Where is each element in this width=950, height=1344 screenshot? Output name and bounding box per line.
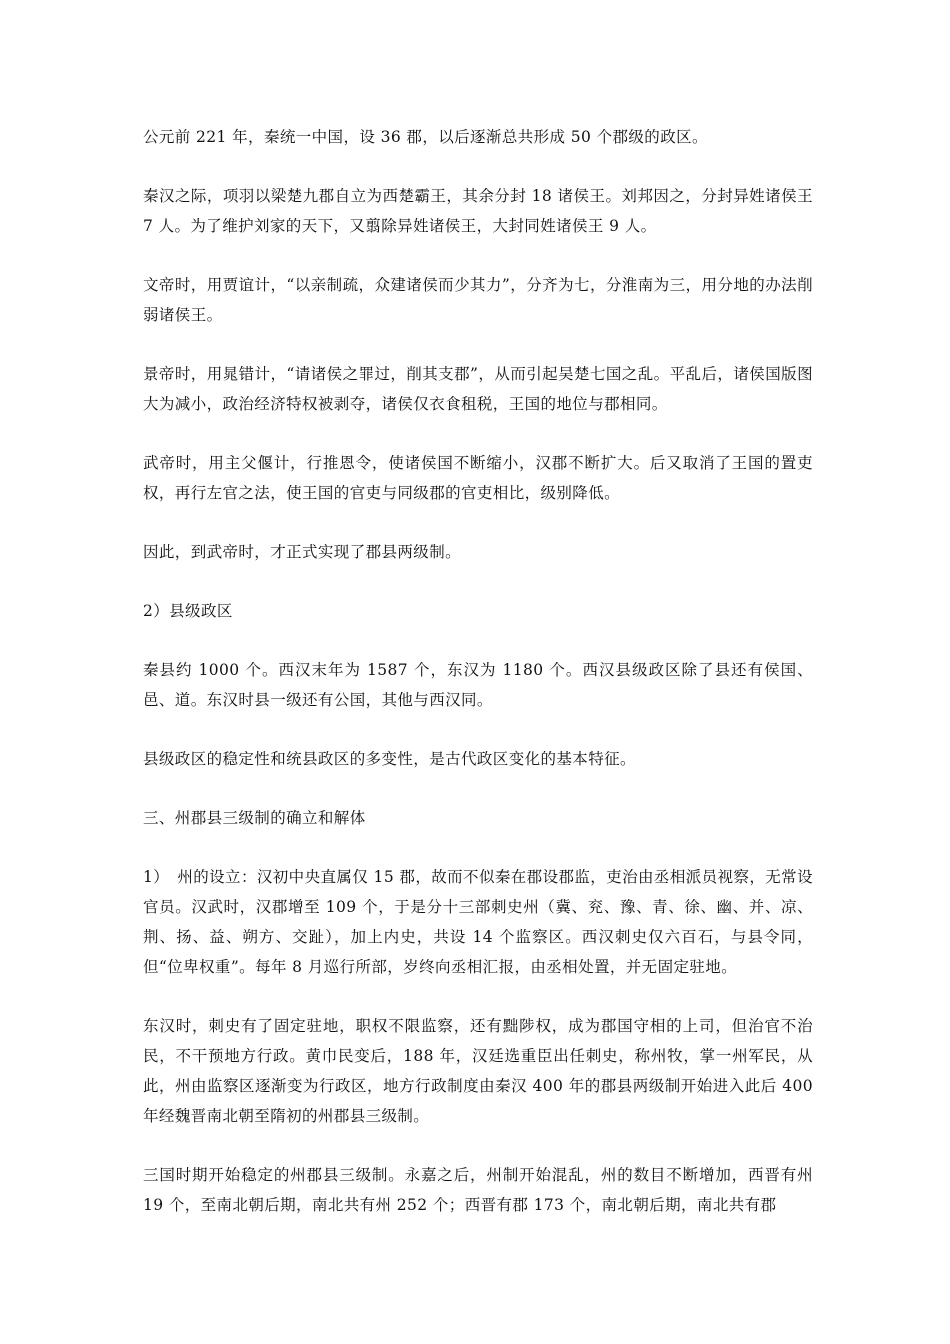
- paragraph-two-tier-system: 因此，到武帝时，才正式实现了郡县两级制。: [143, 543, 462, 561]
- paragraph-emperor-jing: 景帝时，用晁错计，“请诸侯之罪过，削其支郡”，从而引起吴楚七国之乱。平乱后，诸侯国版图大为减小，政治经济特权被剥夺，诸侯仅衣食租税，王国的地位与郡相同。: [143, 365, 813, 413]
- paragraph-county-counts: 秦县约 1000 个。西汉末年为 1587 个，东汉为 1180 个。西汉县级政区除了县还有侯国、邑、道。东汉时县一级还有公国，其他与西汉同。: [143, 661, 813, 709]
- paragraph-three-kingdoms: 三国时期开始稳定的州郡县三级制。永嘉之后，州制开始混乱，州的数目不断增加，西晋有州 19 个，至南北朝后期，南北共有州 252 个；西晋有郡 173 个，南北朝后期，南北共有郡: [143, 1166, 813, 1214]
- paragraph-eastern-han: 东汉时，刺史有了固定驻地，职权不限监察，还有黜陟权，成为郡国守相的上司，但治官不治民，不干预地方行政。黄巾民变后，188 年，汉廷选重臣出任刺史，称州牧，掌一州军民，从此，州由监察区逐渐变为行政区，地方行政制度由秦汉 400 年的郡县两级制开始进入此后 400 年经魏晋南北朝至隋初的州郡县三级制。: [143, 1017, 813, 1125]
- paragraph-qin-unification: 公元前 221 年，秦统一中国，设 36 郡，以后逐渐总共形成 50 个郡级的政区。: [143, 128, 708, 146]
- paragraph-emperor-wu: 武帝时，用主父偃计，行推恩令，使诸侯国不断缩小，汉郡不断扩大。后又取消了王国的置吏权，再行左官之法，使王国的官吏与同级郡的官吏相比，级别降低。: [143, 454, 813, 502]
- paragraph-zhou-establishment: 1） 州的设立：汉初中央直属仅 15 郡，故而不似秦在郡设郡监，吏治由丞相派员视察，无常设官员。汉武时，汉郡增至 109 个，于是分十三部刺史州（冀、兖、豫、青、徐、幽、并、凉、荆、扬、益、朔方、交趾），加上内史，共设 14 个监察区。西汉刺史仅六百石，与县令同，但“位卑权重”。每年 8 月巡行所部，岁终向丞相汇报，由丞相处置，并无固定驻地。: [143, 868, 813, 976]
- paragraph-emperor-wen: 文帝时，用贾谊计，“以亲制疏，众建诸侯而少其力”，分齐为七，分淮南为三，用分地的办法削弱诸侯王。: [143, 276, 813, 324]
- section-heading-three-tier: 三、州郡县三级制的确立和解体: [143, 809, 366, 827]
- document-body: [143, 122, 813, 1249]
- paragraph-chu-han-transition: 秦汉之际，项羽以梁楚九郡自立为西楚霸王，其余分封 18 诸侯王。刘邦因之，分封异姓诸侯王 7 人。为了维护刘家的天下，又翦除异姓诸侯王，大封同姓诸侯王 9 人。: [143, 187, 813, 235]
- paragraph-county-stability: 县级政区的稳定性和统县政区的多变性，是古代政区变化的基本特征。: [143, 750, 636, 768]
- section-heading-county-level: 2）县级政区: [143, 602, 233, 620]
